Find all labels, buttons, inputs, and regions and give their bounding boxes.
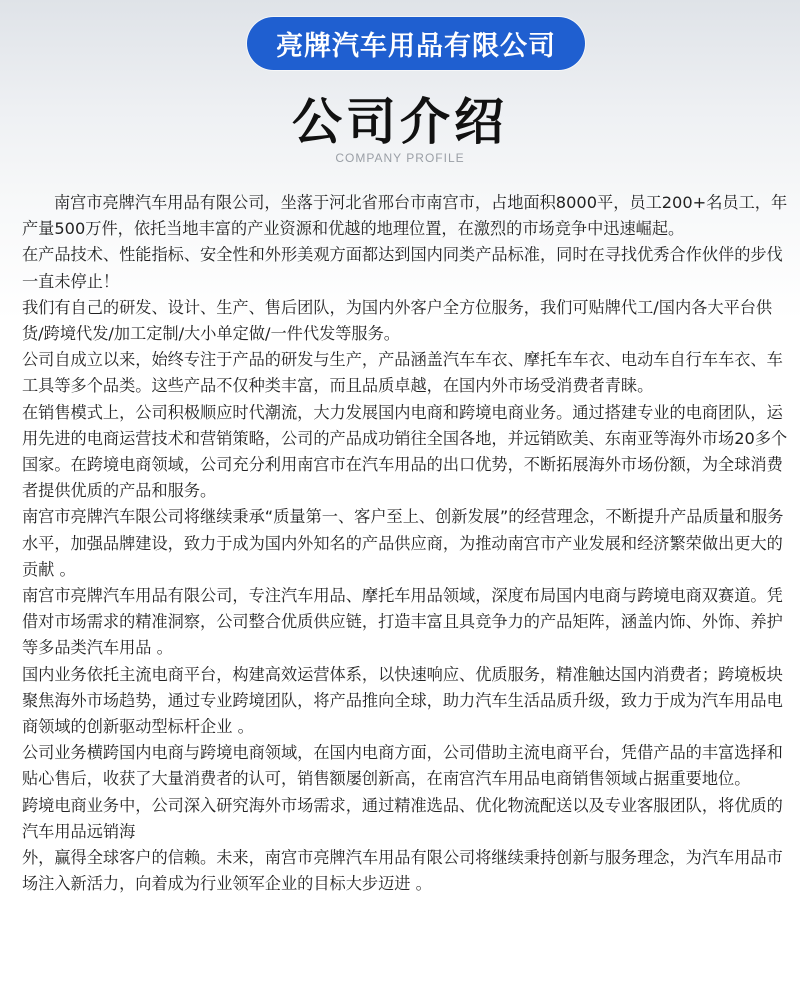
- paragraph-focus: 南宫市亮牌汽车用品有限公司，专注汽车用品、摩托车用品领域，深度布局国内电商与跨境电商双赛道。凭借对市场需求的精准洞察，公司整合优质供应链，打造丰富且具竞争力的产品矩阵，涵盖内饰、外饰、养护等多品类汽车用品 。: [22, 586, 783, 658]
- page-title: 公司介绍: [292, 93, 508, 151]
- paragraph-services: 我们有自己的研发、设计、生产、售后团队，为国内外客户全方位服务，我们可贴牌代工/国内各大平台供货/跨境代发/加工定制/大小单定做/一件代发等服务。: [22, 297, 773, 344]
- paragraph-products: 公司自成立以来，始终专注于产品的研发与生产，产品涵盖汽车车衣、摩托车车衣、电动车自行车车衣、车工具等多个品类。这些产品不仅种类丰富，而且品质卓越，在国内外市场受消费者青睐。: [22, 350, 783, 396]
- paragraph-cross-border: 跨境电商业务中，公司深入研究海外市场需求，通过精准选品、优化物流配送以及专业客服团队，将优质的汽车用品远销海: [22, 795, 783, 841]
- paragraph-standards: 在产品技术、性能指标、安全性和外形美观方面都达到国内同类产品标准，同时在寻找优秀合作伙伴的步伐一直未停止！: [22, 245, 783, 291]
- page-subtitle: COMPANY PROFILE: [335, 151, 465, 165]
- paragraph-ecommerce: 公司业务横跨国内电商与跨境电商领域，在国内电商方面，公司借助主流电商平台，凭借产品的丰富选择和贴心售后，收获了大量消费者的认可，销售额屡创新高，在南宫汽车用品电商销售领域占据重要地位。: [22, 743, 783, 789]
- paragraph-sales-model: 在销售模式上，公司积极顺应时代潮流，大力发展国内电商和跨境电商业务。通过搭建专业的电商团队，运用先进的电商运营技术和营销策略，公司的产品成功销往全国各地，并远销欧美、东南亚等海外市场20多个国家。在跨境电商领域，公司充分利用南宫市在汽车用品的出口优势，不断拓展海外市场份额，为全球消费者提供优质的产品和服务。: [22, 402, 788, 501]
- paragraph-domestic-business: 国内业务依托主流电商平台，构建高效运营体系，以快速响应、优质服务，精准触达国内消费者；跨境板块聚焦海外市场趋势，通过专业跨境团队，将产品推向全球，助力汽车生活品质升级，致力于成为汽车用品电商领域的创新驱动型标杆企业 。: [22, 664, 783, 737]
- paragraph-future: 外，赢得全球客户的信赖。未来，南宫市亮牌汽车用品有限公司将继续秉持创新与服务理念，为汽车用品市场注入新活力，向着成为行业领军企业的目标大步迈进 。: [22, 848, 783, 894]
- company-description: [22, 190, 792, 897]
- paragraph-philosophy: 南宫市亮牌汽车限公司将继续秉承“质量第一、客户至上、创新发展”的经营理念，不断提升产品质量和服务水平，加强品牌建设，致力于成为国内外知名的产品供应商，为推动南宫市产业发展和经济繁荣做出更大的贡献 。: [22, 507, 784, 579]
- paragraph-intro: 南宫市亮牌汽车用品有限公司，坐落于河北省邢台市南宫市，占地面积8000平，员工200+名员工，年产量500万件，依托当地丰富的产业资源和优越的地理位置，在激烈的市场竞争中迅速崛起。: [22, 193, 788, 239]
- company-name-banner: 亮牌汽车用品有限公司: [247, 17, 585, 70]
